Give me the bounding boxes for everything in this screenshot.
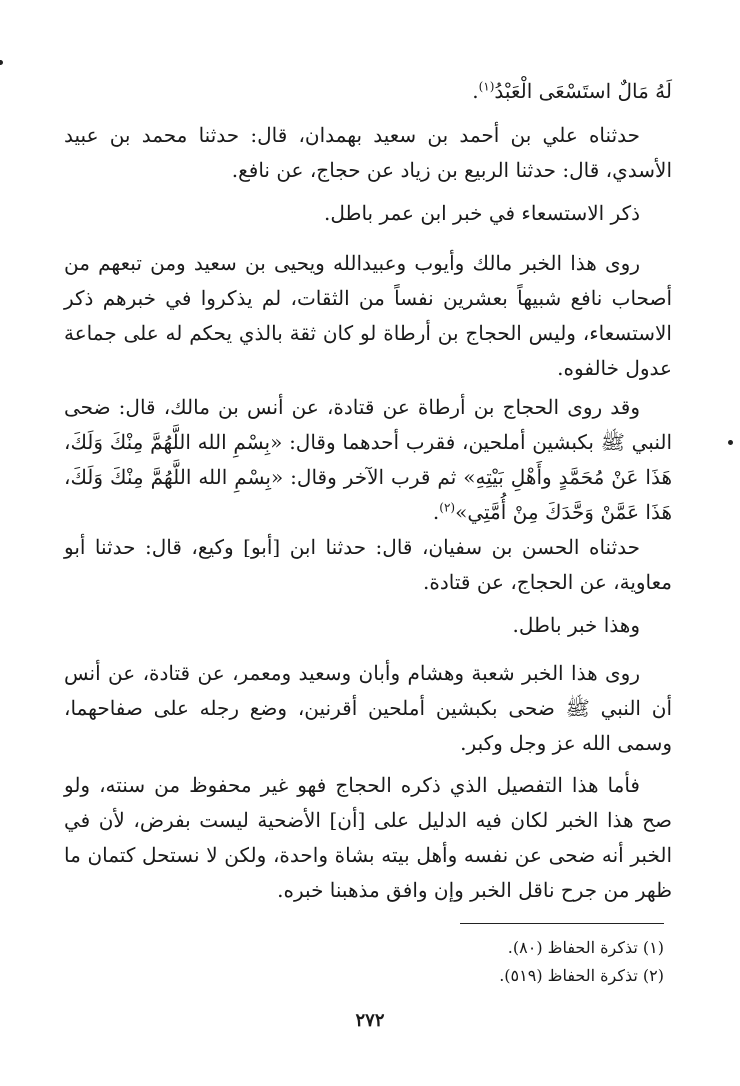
footnotes [264, 934, 664, 990]
footnote-ref: (١) [478, 79, 495, 94]
paragraph [64, 768, 672, 908]
footnote-divider [460, 923, 664, 924]
paragraph [64, 608, 672, 643]
footnote-ref: (٢) [439, 500, 456, 515]
paragraph-text: روى هذا الخبر شعبة وهشام وأبان وسعيد ومعمر، عن قتادة، عن أنس أن النبي ﷺ ضحى بكبشين أملحين أقرنين، وضع رجله على صفاحهما، وسمى الله عز وجل وكبر. [64, 661, 672, 755]
footnote: (٢) تذكرة الحفاظ (٥١٩). [499, 966, 664, 985]
paragraph-text: فأما هذا التفصيل الذي ذكره الحجاج فهو غير محفوظ من سنته، ولو صح هذا الخبر لكان فيه الدليل على [أن] الأضحية ليست بفرض، لأن في الخبر أنه ضحى عن نفسه وأهل بيته بشاة واحدة، ولكن لا نستحل كتمان ما ظهر من جرح ناقل الخبر وإن وافق مذهبنا خبره. [64, 773, 673, 902]
paragraph-text: روى هذا الخبر مالك وأيوب وعبيدالله ويحيى بن سعيد ومن تبعهم من أصحاب نافع شبيهاً بعشرين نفساً من الثقات، لم يذكروا في خبرهم ذكر الاستسعاء، وليس الحجاج بن أرطاة لو كان ثقة بالذي يحكم له على جماعة عدول خالفوه. [64, 251, 672, 380]
paragraph [64, 74, 672, 109]
paragraph-text: لَهُ مَالٌ استَسْعَى الْعَبْدُ [494, 79, 672, 103]
paragraph [64, 118, 672, 188]
margin-mark [728, 440, 733, 445]
paragraph-text: حدثناه علي بن أحمد بن سعيد بهمدان، قال: حدثنا محمد بن عبيد الأسدي، قال: حدثنا الربيع بن زياد عن حجاج، عن نافع. [64, 123, 672, 182]
paragraph [64, 530, 672, 600]
margin-mark [0, 60, 3, 65]
paragraph-tail: . [432, 500, 440, 524]
paragraph [64, 656, 672, 761]
paragraph [64, 390, 672, 530]
paragraph-tail: . [472, 79, 479, 103]
page-number: ٢٧٢ [355, 1010, 385, 1031]
paragraph-text: وهذا خبر باطل. [512, 613, 640, 637]
paragraph [64, 196, 672, 231]
paragraph-text: ذكر الاستسعاء في خبر ابن عمر باطل. [324, 201, 640, 225]
paragraph-text: وقد روى الحجاج بن أرطاة عن قتادة، عن أنس بن مالك، قال: ضحى النبي ﷺ بكبشين أملحين، فقرب أحدهما وقال: «بِسْمِ الله اللَّهُمَّ مِنْكَ وَلَكَ، هَذَا عَنْ مُحَمَّدٍ وأَهْلِ بَيْتِهِ» ثم قرب الآخر وقال: «بِسْمِ الله اللَّهُمَّ مِنْكَ وَلَكَ، هَذَا عَمَّنْ وَحَّدَكَ مِنْ أُمَّتِي» [64, 395, 672, 524]
footnote: (١) تذكرة الحفاظ (٨٠). [507, 938, 664, 957]
paragraph [64, 246, 672, 386]
paragraph-text: حدثناه الحسن بن سفيان، قال: حدثنا ابن [أبو] وكيع، قال: حدثنا أبو معاوية، عن الحجاج، عن قتادة. [64, 535, 672, 594]
